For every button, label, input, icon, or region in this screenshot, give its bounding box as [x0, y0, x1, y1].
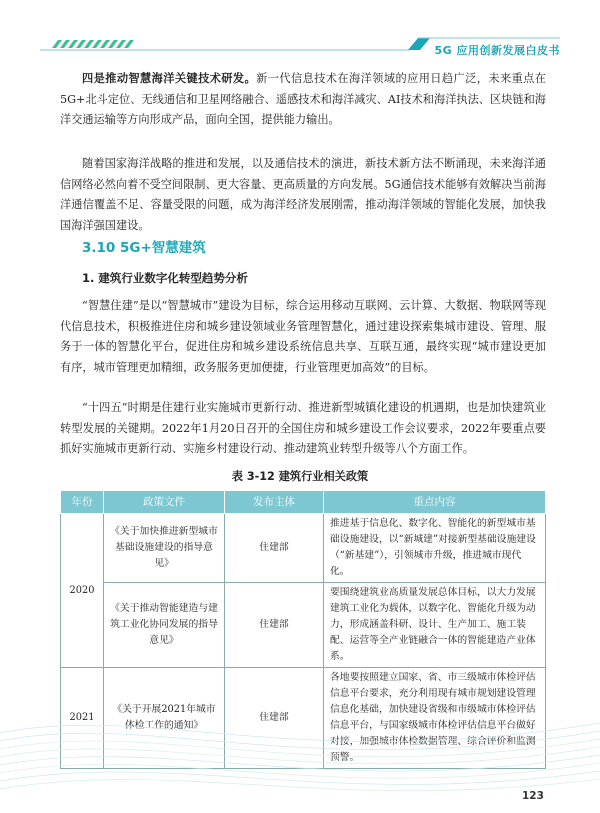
cell-content: 各地要按照建立国家、省、市三级城市体检评估信息平台要求，充分利用现有城市规划建设管理信息化基础，加快建设省级和市级城市体检评估信息平台，与国家级城市体检评估信息平台做好对接，加强城市体检数据管理、综合评价和监测预警。: [324, 668, 546, 769]
paragraph-lead: 四是推动智慧海洋关键技术研发。: [82, 71, 257, 85]
subsection-title: 1. 建筑行业数字化转型趋势分析: [82, 271, 248, 285]
paragraph-marine-outlook: 随着国家海洋战略的推进和发展，以及通信技术的演进，新技术新方法不断涌现，未来海洋通信网络必然向着不受空间限制、更大容量、更高质量的方向发展。5G通信技术能够有效解决当前海洋通信覆盖不足、容量受限的问题，成为海洋经济发展刚需，推动海洋领域的智能化发展，加快我国海洋强国建设。: [60, 157, 546, 232]
header-issuer: 发布主体: [225, 491, 324, 514]
paragraph-smart-construction: “智慧住建”是以“智慧城市”建设为目标，综合运用移动互联网、云计算、大数据、物联网等现代信息技术，积极推进住房和城乡建设领域业务管理智慧化，通过建设探索集城市建设、管理、服务于一体的智慧化平台，促进住房和城乡建设系统信息共享、互联互通，最终实现“城市建设更加有序，城市管理更加精细，政务服务更加便捷，行业管理更加高效”的目标。: [60, 299, 546, 374]
header-year: 年份: [61, 491, 104, 514]
section-title: 3.10 5G+智慧建筑: [82, 240, 206, 256]
cell-document: 《关于加快推进新型城市基础设施建设的指导意见》: [104, 514, 225, 583]
cell-year: 2020: [61, 514, 104, 668]
cell-content: 要围绕建筑业高质量发展总体目标，以大力发展建筑工业化为载体，以数字化、智能化升级为动力，形成涵盖科研、设计、生产加工、施工装配、运营等全产业链融合一体的智能建造产业体系。: [324, 583, 546, 668]
header-content: 重点内容: [324, 491, 546, 514]
paragraph-14th-five-year: “十四五”时期是住建行业实施城市更新行动、推进新型城镇化建设的机遇期，也是加快建筑业转型发展的关键期。2022年1月20日召开的全国住房和城乡建设工作会议要求，2022年要重点要抓好实施城市更新行动、实施乡村建设行动、推动建筑业转型升级等八个方面工作。: [60, 401, 546, 455]
cell-content: 推进基于信息化、数字化、智能化的新型城市基础设施建设，以“新城建”对接新型基础设施建设（“新基建”），引领城市升级，推进城市现代化。: [324, 514, 546, 583]
footer-wave-decoration: [0, 663, 600, 813]
cell-year: 2021: [61, 668, 104, 769]
table-caption: 表 3-12 建筑行业相关政策: [231, 470, 369, 483]
cell-document: 《关于推动智能建造与建筑工业化协同发展的指导意见》: [104, 583, 225, 668]
paragraph-marine-tech: [60, 68, 546, 131]
cell-issuer: 住建部: [225, 668, 324, 769]
table-row: [61, 583, 546, 668]
cell-issuer: 住建部: [225, 514, 324, 583]
page-number: 123: [522, 790, 544, 802]
header-title: 5G 应用创新发展白皮书: [434, 44, 560, 57]
table-header-row: [61, 491, 546, 514]
paragraph-body: 新一代信息技术在海洋领域的应用日趋广泛，未来重点在5G+北斗定位、无线通信和卫星网络融合、遥感技术和海洋减灾、AI技术和海洋执法、区块链和海洋交通运输等方向形成产品，面向全国，提供能力输出。: [60, 72, 546, 126]
cell-issuer: 住建部: [225, 583, 324, 668]
header-document: 政策文件: [104, 491, 225, 514]
cell-document: 《关于开展2021年城市体检工作的通知》: [104, 668, 225, 769]
table-row: [61, 514, 546, 583]
